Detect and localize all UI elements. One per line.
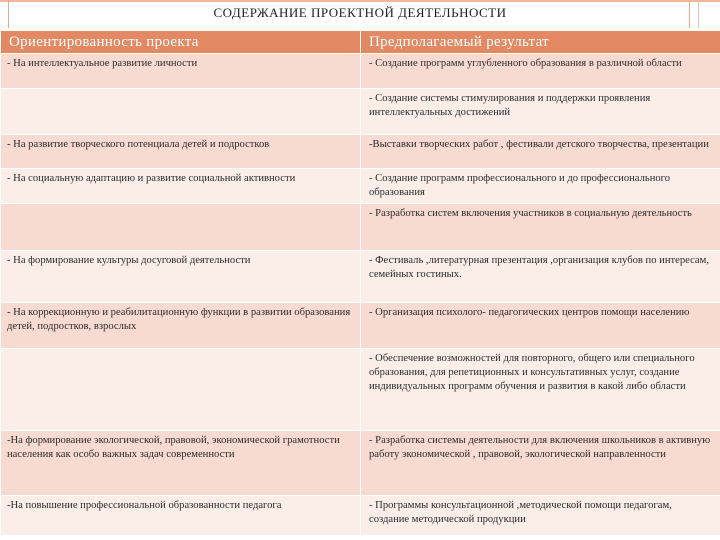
table-row	[1, 431, 720, 496]
table-row	[1, 54, 720, 89]
orientation-cell: - На интеллектуальное развитие личности	[1, 54, 361, 89]
top-border	[0, 0, 720, 2]
orientation-cell: -На повышение профессиональной образованности педагога	[1, 496, 361, 536]
table-header-row	[1, 31, 720, 54]
orientation-cell	[1, 89, 361, 135]
orientation-cell: -На формирование экологической, правовой, экономической грамотности населения как особо важных задач современности	[1, 431, 361, 496]
table-row	[1, 169, 720, 204]
result-cell: - Создание системы стимулирования и поддержки проявления интеллектуальных достижений	[361, 89, 720, 135]
orientation-cell: - На формирование культуры досуговой деятельности	[1, 251, 361, 303]
result-cell: - Фестиваль ,литературная презентация ,организация клубов по интересам, семейных гостиных.	[361, 251, 720, 303]
table-row	[1, 303, 720, 349]
table-row	[1, 251, 720, 303]
orientation-cell: - На коррекционную и реабилитационную функции в развитии образования детей, подростков, взрослых	[1, 303, 361, 349]
orientation-cell: - На развитие творческого потенциала детей и подростков	[1, 135, 361, 169]
result-cell: - Разработка системы деятельности для включения школьников в активную работу экономической , правовой, экологической направленности	[361, 431, 720, 496]
table-row	[1, 135, 720, 169]
header-orientation: Ориентированность проекта	[1, 31, 361, 54]
result-cell: - Разработка систем включения участников в социальную деятельность	[361, 204, 720, 251]
result-cell: - Программы консультационной ,методической помощи педагогам, создание методической продукции	[361, 496, 720, 536]
table-row	[1, 496, 720, 536]
project-table	[0, 30, 720, 536]
result-cell: - Обеспечение возможностей для повторного, общего или специального образования, для репетиционных и консультативных услуг, создание индивидуальных программ обучения и развития в какой либо области	[361, 349, 720, 431]
orientation-cell: - На социальную адаптацию и развитие социальной активности	[1, 169, 361, 204]
table-row	[1, 204, 720, 251]
orientation-cell	[1, 349, 361, 431]
result-cell: - Создание программ профессионального и до профессионального образования	[361, 169, 720, 204]
result-cell: -Выставки творческих работ , фестивали детского творчества, презентации	[361, 135, 720, 169]
result-cell: - Организация психолого- педагогических центров помощи населению	[361, 303, 720, 349]
header-result: Предполагаемый результат	[361, 31, 720, 54]
slide-title: СОДЕРЖАНИЕ ПРОЕКТНОЙ ДЕЯТЕЛЬНОСТИ	[213, 5, 507, 20]
result-cell: - Создание программ углубленного образования в различной области	[361, 54, 720, 89]
table-row	[1, 89, 720, 135]
table-row	[1, 349, 720, 431]
orientation-cell	[1, 204, 361, 251]
